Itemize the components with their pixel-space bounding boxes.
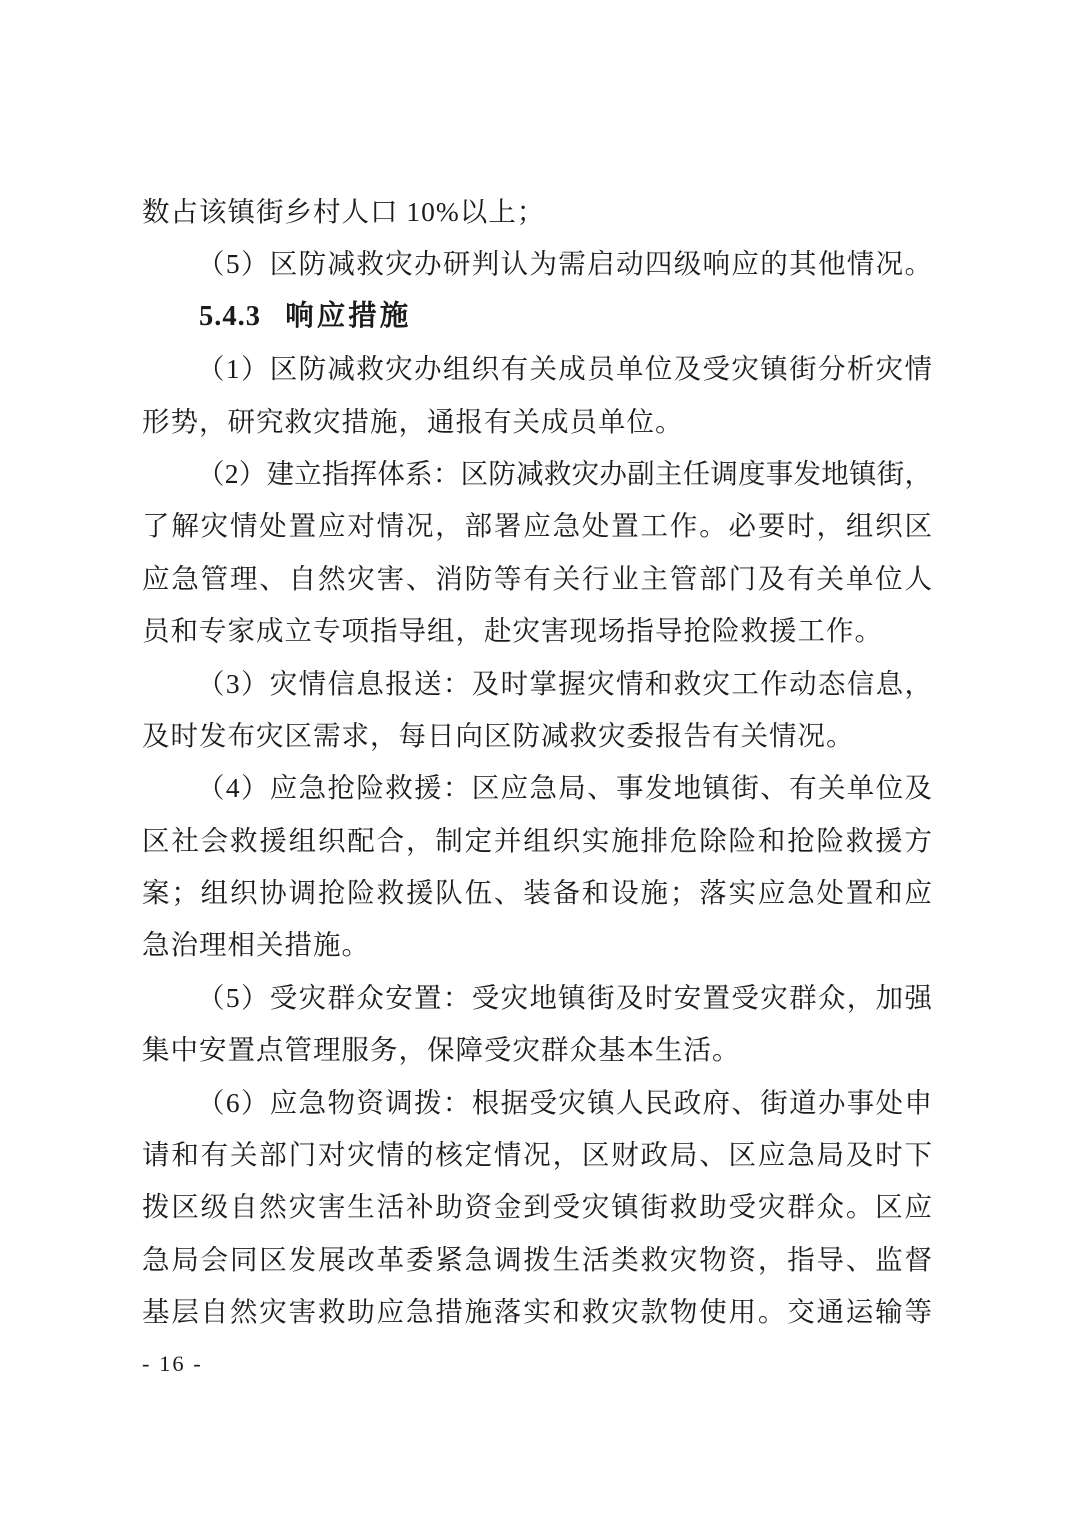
document-line: 案；组织协调抢险救援队伍、装备和设施；落实应急处置和应 [142, 877, 932, 909]
text-block [142, 186, 932, 1339]
heading-title: 响应措施 [285, 300, 412, 332]
document-line: 员和专家成立专项指导组，赴灾害现场指导抢险救援工作。 [142, 615, 883, 647]
document-line: 形势，研究救灾措施，通报有关成员单位。 [142, 405, 684, 437]
document-line: （4）应急抢险救援：区应急局、事发地镇街、有关单位及 [197, 772, 932, 804]
document-line: （1）区防减救灾办组织有关成员单位及受灾镇街分析灾情 [197, 353, 932, 385]
document-line: 急局会同区发展改革委紧急调拨生活类救灾物资，指导、监督 [142, 1243, 932, 1275]
document-line: 及时发布灾区需求，每日向区防减救灾委报告有关情况。 [142, 719, 855, 751]
page-number: - 16 - [142, 1351, 203, 1376]
section-heading [142, 291, 932, 343]
document-line: 集中安置点管理服务，保障受灾群众基本生活。 [142, 1034, 741, 1066]
document-line: 拨区级自然灾害生活补助资金到受灾镇街救助受灾群众。区应 [142, 1191, 932, 1223]
document-line: 数占该镇街乡村人口 10%以上； [142, 196, 546, 227]
document-line: 了解灾情处置应对情况，部署应急处置工作。必要时，组织区 [142, 510, 932, 542]
document-line: 基层自然灾害救助应急措施落实和救灾款物使用。交通运输等 [142, 1296, 932, 1328]
document-line: （6）应急物资调拨：根据受灾镇人民政府、街道办事处申 [197, 1086, 932, 1118]
document-line: （3）灾情信息报送：及时掌握灾情和救灾工作动态信息， [197, 667, 932, 699]
document-line: （5）受灾群众安置：受灾地镇街及时安置受灾群众，加强 [197, 981, 932, 1013]
document-line: 请和有关部门对灾情的核定情况，区财政局、区应急局及时下 [142, 1139, 932, 1171]
heading-number: 5.4.3 [199, 300, 261, 332]
document-line: 区社会救援组织配合，制定并组织实施排危除险和抢险救援方 [142, 824, 932, 856]
document-line: 应急管理、自然灾害、消防等有关行业主管部门及有关单位人 [142, 562, 932, 594]
document-line: （5）区防减救灾办研判认为需启动四级响应的其他情况。 [197, 248, 932, 280]
document-line: 急治理相关措施。 [142, 929, 370, 961]
document-line: （2）建立指挥体系：区防减救灾办副主任调度事发地镇街， [197, 457, 932, 489]
